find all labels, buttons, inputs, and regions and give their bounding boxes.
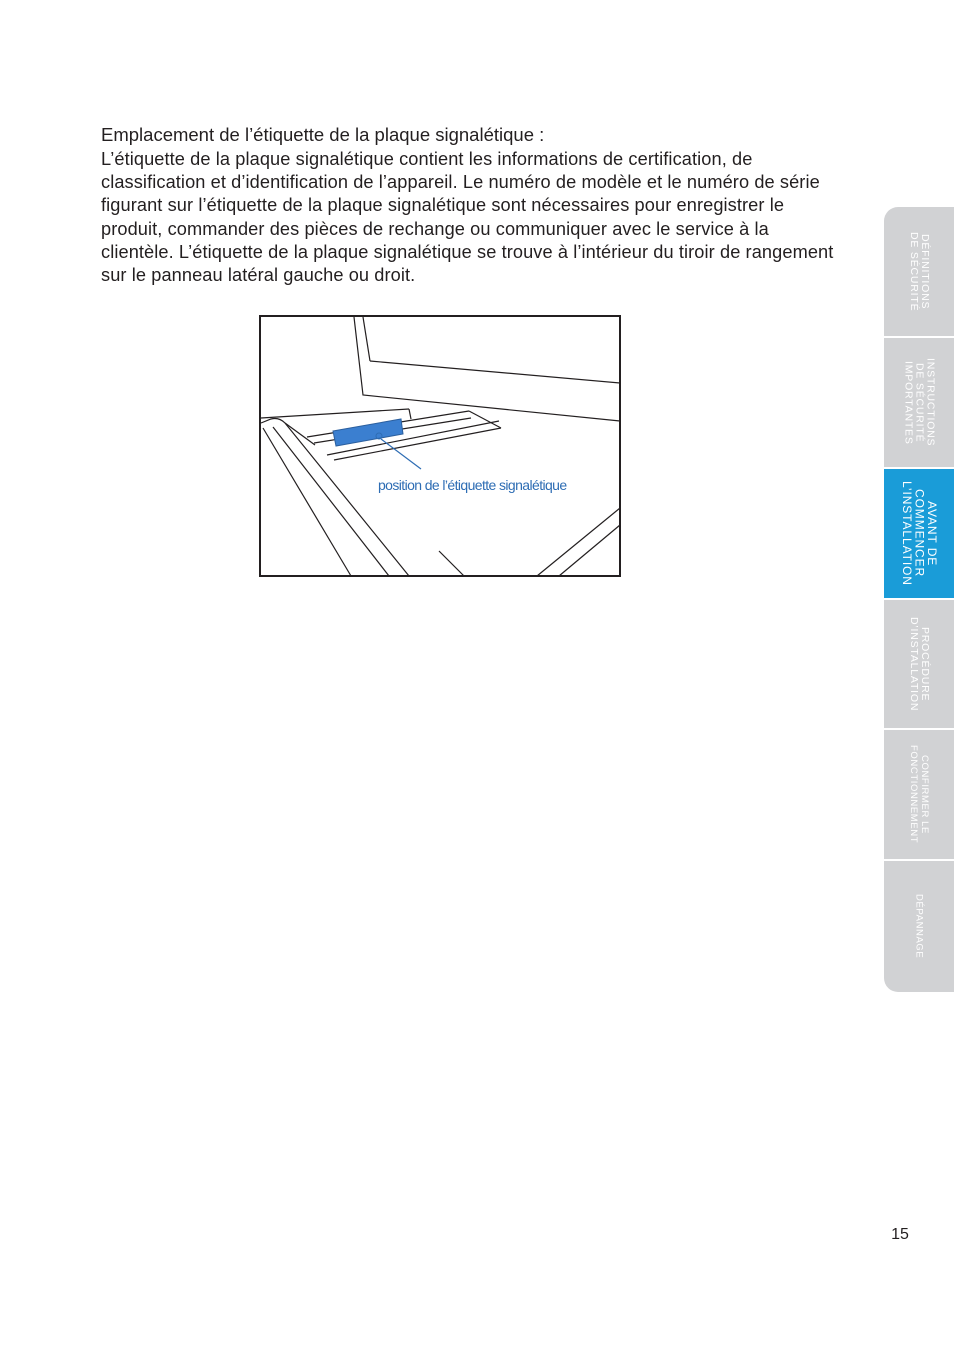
tab-confirmer-fonctionnement[interactable] (884, 730, 954, 859)
section-body: L’étiquette de la plaque signalétique contient les informations de certification, de classification et d’identification de l’appareil. Le numéro de modèle et le numéro de série figurant sur l’étiquette de la plaque signalétique sont nécessaires pour enregistrer le produit, commander des pièces de rechange ou communiquer avec le service à la clientèle. L’étiquette de la plaque signalétique se trouve à l’intérieur du tiroir de rangement sur le panneau latéral gauche ou droit. (101, 149, 834, 286)
tab-instructions-securite[interactable] (884, 338, 954, 467)
figure-frame (260, 316, 620, 576)
tab-procedure-installation[interactable] (884, 600, 954, 728)
tab-label: AVANT DE COMMENCER L’INSTALLATION (899, 481, 939, 586)
drawer-drawing (259, 315, 621, 577)
section-heading: Emplacement de l’étiquette de la plaque signalétique : (101, 124, 545, 145)
tab-label: PROCÉDURE D’INSTALLATION (908, 616, 931, 712)
tab-label: DÉPANNAGE (913, 894, 925, 959)
tab-label: DÉFINITIONS DE SÉCURITÉ (908, 231, 931, 312)
tab-label: CONFIRMER LE FONCTIONNEMENT (908, 745, 930, 844)
tab-avant-installation[interactable] (884, 469, 954, 598)
tab-label: INSTRUCTIONS DE SÉCURITÉ IMPORTANTES (902, 358, 937, 447)
drawer-illustration (259, 315, 621, 577)
tab-depannage[interactable] (884, 861, 954, 992)
page-number: 15 (891, 1226, 909, 1243)
figure-callout-label: position de l’étiquette signalétique (378, 477, 567, 493)
tab-definitions-securite[interactable] (884, 207, 954, 336)
